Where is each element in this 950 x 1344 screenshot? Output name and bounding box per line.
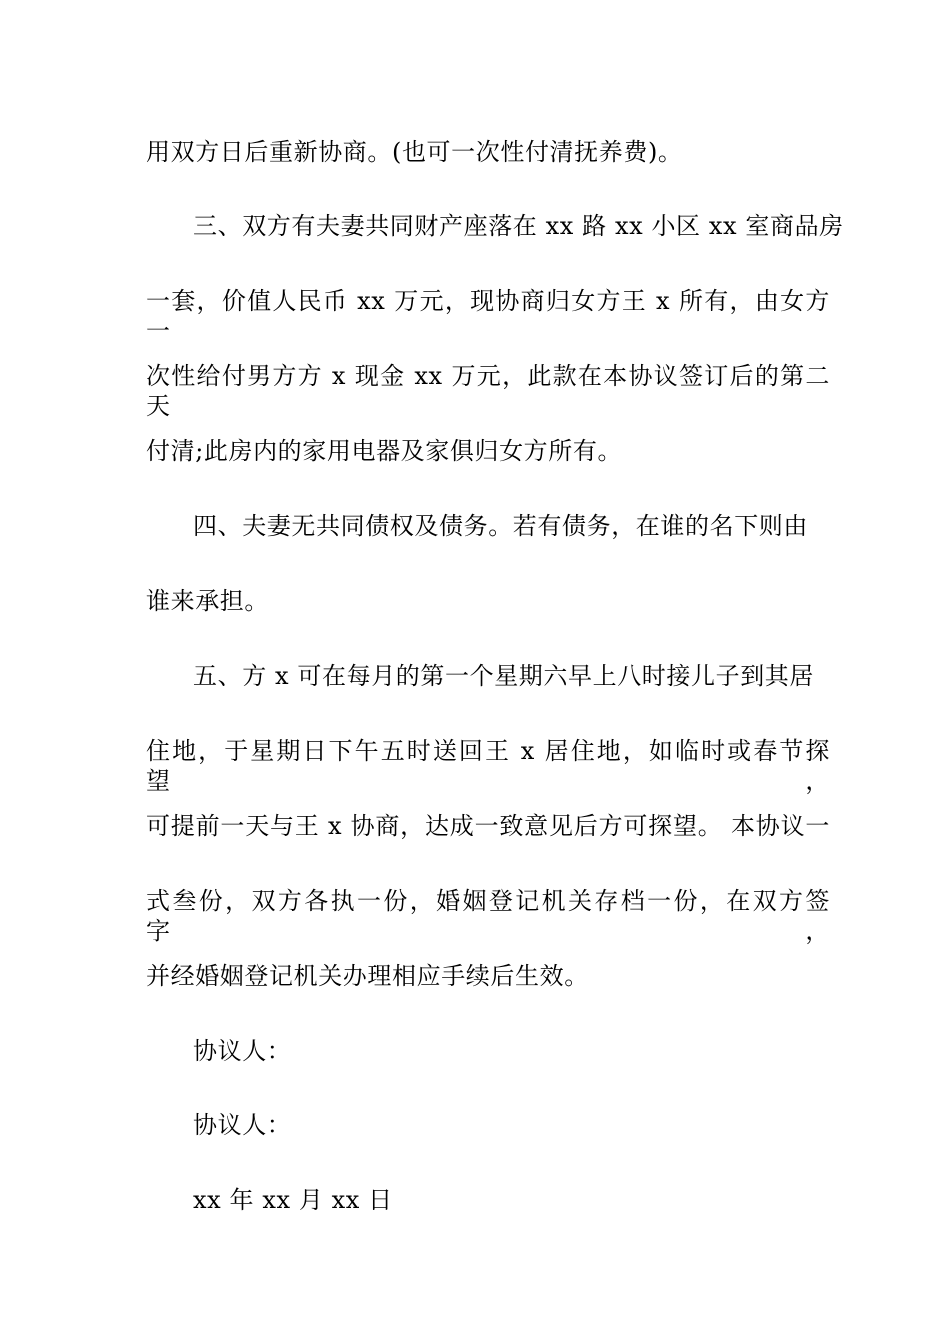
signature-party-b: 协议人： [193,1111,292,1139]
clause-3-line-1: 三、双方有夫妻共同财产座落在 xx 路 xx 小区 xx 室商品房 [193,212,844,240]
signature-date: xx 年 xx 月 xx 日 [193,1186,393,1214]
clause-5-line-3: 可提前一天与王 x 协商，达成一致意见后方可探望。 本协议一 [146,812,830,840]
clause-3-line-4: 付清;此房内的家用电器及家俱归女方所有。 [146,437,623,465]
clause-5-line-1: 五、方 x 可在每月的第一个星期六早上八时接儿子到其居 [193,662,814,690]
signature-party-a: 协议人： [193,1037,292,1065]
text-line-1: 用双方日后重新协商。(也可一次性付清抚养费)。 [146,138,683,166]
clause-4-line-1: 四、夫妻无共同债权及债务。若有债务，在谁的名下则由 [193,512,808,540]
clause-4-line-2: 谁来承担。 [146,587,269,615]
clause-5-line-5: 并经婚姻登记机关办理相应手续后生效。 [146,962,589,990]
clause-5-line-4: 式叁份，双方各执一份，婚姻登记机关存档一份，在双方签字， [146,887,830,945]
clause-5-line-2: 住地，于星期日下午五时送回王 x 居住地，如临时或春节探望， [146,737,830,795]
clause-3-line-2: 一套，价值人民币 xx 万元，现协商归女方王 x 所有，由女方一 [146,287,830,345]
clause-3-line-3: 次性给付男方方 x 现金 xx 万元，此款在本协议签订后的第二天 [146,362,830,420]
